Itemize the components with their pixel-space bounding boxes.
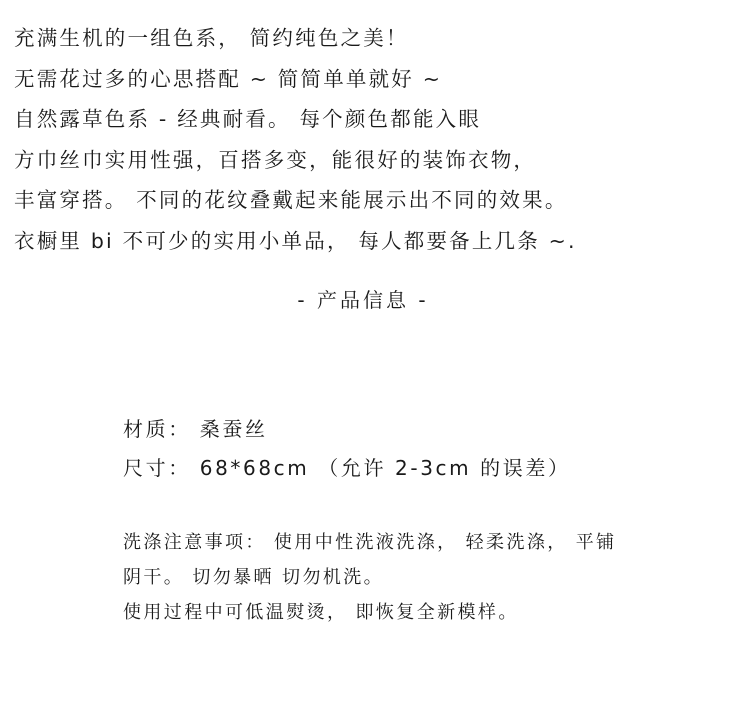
intro-line: 充满生机的一组色系， 简约纯色之美！ [14,26,409,50]
product-specs [123,410,723,488]
intro-line: 丰富穿搭。 不同的花纹叠戴起来能展示出不同的效果。 [14,188,568,212]
intro-line: 衣橱里 bi 不可少的实用小单品， 每人都要备上几条 ~. [14,228,577,253]
intro-line: 自然露草色系 - 经典耐看。 每个颜色都能入眼 [14,107,482,131]
size-line: 尺寸： 68*68cm （允许 2-3cm 的误差） [123,456,571,480]
material-line: 材质： 桑蚕丝 [123,417,268,441]
care-line: 阴干。 切勿暴晒 切勿机洗。 [123,567,385,588]
intro-paragraph [14,18,744,261]
care-line: 洗涤注意事项： 使用中性洗液洗涤， 轻柔洗涤， 平铺 [123,532,617,553]
intro-line: 无需花过多的心思搭配 ~ 简简单单就好 ~ [14,66,443,91]
care-instructions [123,525,723,630]
intro-line: 方巾丝巾实用性强，百搭多变，能很好的装饰衣物， [14,147,537,172]
care-line: 使用过程中可低温熨烫， 即恢复全新模样。 [123,602,519,623]
product-info-title: - 产品信息 - [297,288,429,312]
